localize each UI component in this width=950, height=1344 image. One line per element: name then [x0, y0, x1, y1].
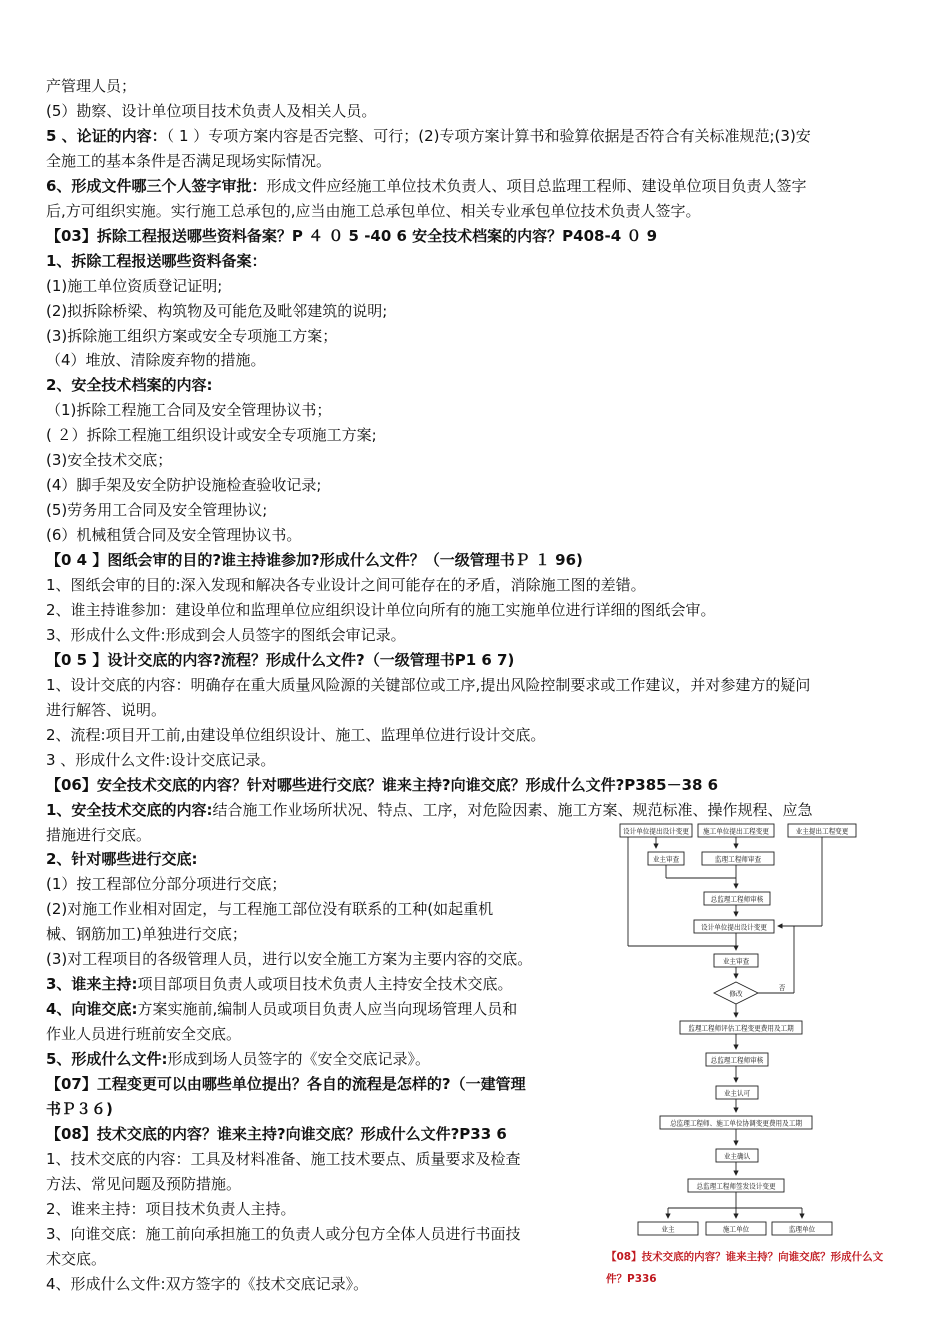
label-no: 否 — [778, 984, 786, 992]
text-line — [46, 201, 701, 221]
text-line-body: 3 、形成什么文件:设计交底记录。 — [46, 750, 276, 769]
text-line — [46, 825, 151, 845]
text-line-body: (2)拟拆除桥梁、构筑物及可能危及毗邻建筑的说明; — [46, 301, 388, 320]
text-line — [46, 425, 377, 445]
text-line — [46, 1024, 241, 1044]
label-top1: 设计单位提出设计变更 — [623, 827, 689, 836]
label-owner-approve: 业主认可 — [723, 1089, 751, 1098]
text-line — [46, 974, 512, 994]
flowchart-svg — [606, 818, 906, 1248]
text-line-body: 结合施工作业场所状况、特点、工序，对危险因素、施工方案、规范标准、操作规程、应急 — [212, 800, 813, 819]
text-line-body: (3)拆除施工组织方案或安全专项施工方案； — [46, 326, 338, 345]
text-line-body: 进行解答、说明。 — [46, 700, 167, 719]
text-line — [46, 775, 718, 795]
label-bottom3: 监理单位 — [788, 1225, 816, 1234]
text-line — [46, 575, 646, 595]
text-line-body: 3、向谁交底：施工前向承担施工的负责人或分包方全体人员进行书面技 — [46, 1224, 521, 1243]
text-line — [46, 350, 266, 370]
text-line-body: 形成文件应经施工单位技术负责人、项目总监理工程师、建设单位项目负责人签字 — [266, 176, 807, 195]
text-line-body: 术交底。 — [46, 1249, 107, 1268]
text-line — [46, 276, 222, 296]
text-line-body: ( ２）拆除工程施工组织设计或安全专项施工方案; — [46, 426, 377, 445]
label-chief-review-2: 总监理工程师审核 — [710, 1056, 764, 1065]
text-line — [46, 750, 275, 770]
text-line-body: (3)安全技术交底； — [46, 451, 173, 470]
text-line-bold: 【06】安全技术交底的内容？针对哪些进行交底？谁来主持?向谁交底？形成什么文件?P385－38 6 — [46, 775, 719, 794]
label-top2: 施工单位提出工程变更 — [703, 827, 769, 836]
text-line-body: 1、技术交底的内容：工具及材料准备、施工技术要点、质量要求及检查 — [46, 1149, 521, 1168]
text-line-body: (2)对施工作业相对固定，与工程施工部位没有联系的工种(如起重机 — [46, 900, 494, 919]
label-top3: 业主提出工程变更 — [795, 827, 849, 836]
text-line-body: 形成到场人员签字的《安全交底记录》。 — [167, 1050, 430, 1069]
text-line-bold: 3、谁来主持: — [46, 975, 138, 994]
text-line-body: 方案实施前,编制人员或项目负责人应当向现场管理人员和 — [137, 1000, 518, 1019]
text-line — [46, 949, 532, 969]
caption-line-2: 件？P336 — [606, 1273, 657, 1285]
text-line-bold: 4、向谁交底: — [46, 1000, 138, 1019]
text-line-bold: 5 、论证的内容： — [46, 126, 167, 145]
text-line-bold: 【03】拆除工程报送哪些资料备案？P ４ ０ 5 -40 6 安全技术档案的内容？P408-4 ０ 9 — [46, 226, 658, 245]
text-line — [46, 1149, 521, 1169]
text-line — [46, 450, 172, 470]
text-line-body: 方法、常见问题及预防措施。 — [46, 1174, 242, 1193]
text-line — [46, 625, 406, 645]
text-line — [46, 1174, 241, 1194]
text-line-bold: 5、形成什么文件: — [46, 1050, 168, 1069]
text-line-body: (5)劳务用工合同及安全管理协议; — [46, 501, 268, 520]
text-line — [46, 1099, 113, 1119]
text-line-body: 项目部项目负责人或项目技术负责人主持安全技术交底。 — [137, 975, 513, 994]
text-line — [46, 1224, 521, 1244]
label-design-change: 设计单位提出设计变更 — [701, 923, 767, 932]
text-line-body: (5）勘察、设计单位项目技术负责人及相关人员。 — [46, 101, 377, 120]
label-coordinate: 总监理工程师、施工单位协调变更费用及工期 — [670, 1119, 802, 1128]
text-line — [46, 800, 812, 820]
text-line — [46, 675, 810, 695]
text-line — [46, 924, 247, 944]
text-line-body: 后,方可组织实施。实行施工总承包的,应当由施工总承包单位、相关专业承包单位技术负责人签字。 — [46, 201, 701, 220]
text-line-bold: 2、针对哪些进行交底: — [46, 850, 198, 869]
caption-line-1: 【08】技术交底的内容？谁来主持？向谁交底？形成什么文 — [606, 1251, 884, 1263]
text-line-body: 2、谁来主持：项目技术负责人主持。 — [46, 1199, 296, 1218]
text-line-body: （1)拆除工程施工合同及安全管理协议书； — [46, 401, 332, 420]
text-line — [46, 301, 387, 321]
text-line-body: 1、设计交底的内容：明确存在重大质量风险源的关键部位或工序,提出风险控制要求或工作建议，并对参建方的疑问 — [46, 675, 811, 694]
text-line-bold: 【08】技术交底的内容？谁来主持?向谁交底？形成什么文件?P33 6 — [46, 1124, 507, 1143]
label-bottom1: 业主 — [661, 1225, 675, 1234]
text-line — [46, 151, 331, 171]
text-line — [46, 899, 493, 919]
label-owner-confirm: 业主确认 — [723, 1152, 751, 1161]
text-line-body: 全施工的基本条件是否满足现场实际情况。 — [46, 151, 332, 170]
label-modify: 修改 — [729, 990, 743, 998]
text-line-body: (4）脚手架及安全防护设施检查验收记录; — [46, 476, 322, 495]
text-line — [46, 126, 811, 146]
text-line — [46, 849, 197, 869]
text-line — [46, 874, 286, 894]
text-line — [46, 550, 583, 570]
text-line — [46, 400, 331, 420]
text-line-body: 3、形成什么文件:形成到会人员签字的图纸会审记录。 — [46, 625, 406, 644]
text-line-body: 措施进行交底。 — [46, 825, 152, 844]
text-line — [46, 1199, 296, 1219]
text-line — [46, 375, 212, 395]
text-line — [46, 1274, 368, 1294]
text-line — [46, 251, 266, 271]
text-line — [46, 475, 321, 495]
text-line — [46, 1249, 106, 1269]
label-chief-review-1: 总监理工程师审核 — [710, 895, 764, 904]
text-line-bold: 书Ｐ３６) — [46, 1099, 113, 1118]
text-line-body: 2、流程:项目开工前,由建设单位组织设计、施工、监理单位进行设计交底。 — [46, 725, 546, 744]
text-line-body: 作业人员进行班前安全交底。 — [46, 1025, 242, 1044]
label-owner-review: 业主审查 — [652, 855, 680, 864]
text-line-bold: 【0 5 】设计交底的内容?流程？形成什么文件?（一级管理书P1 6 7) — [46, 650, 515, 669]
label-supervisor-review: 监理工程师审查 — [714, 855, 762, 864]
text-line-body: 4、形成什么文件:双方签字的《技术交底记录》。 — [46, 1274, 369, 1293]
flowchart-caption — [606, 1246, 906, 1290]
text-line — [46, 725, 545, 745]
text-line — [46, 76, 136, 96]
text-line-bold: 1、安全技术交底的内容: — [46, 800, 213, 819]
text-line-body: (6）机械租赁合同及安全管理协议书。 — [46, 526, 302, 545]
text-line — [46, 500, 267, 520]
text-line-bold: 1、拆除工程报送哪些资料备案： — [46, 251, 267, 270]
text-line — [46, 1074, 526, 1094]
text-line — [46, 101, 376, 121]
text-line — [46, 176, 806, 196]
text-line — [46, 600, 716, 620]
text-line — [46, 700, 166, 720]
text-line — [46, 999, 517, 1019]
text-line — [46, 226, 657, 246]
text-line-bold: 6、形成文件哪三个人签字审批： — [46, 176, 267, 195]
text-line — [46, 650, 514, 670]
text-line-body: (1)施工单位资质登记证明; — [46, 276, 223, 295]
text-line-body: 产管理人员； — [46, 77, 137, 95]
text-line-body: (1）按工程部位分部分项进行交底； — [46, 875, 287, 894]
label-owner-check: 业主审查 — [722, 957, 750, 966]
text-line-bold: 【0 4 】图纸会审的目的?谁主持谁参加?形成什么文件？（一级管理书Ｐ １ 96) — [46, 551, 583, 570]
text-line-body: 1、图纸会审的目的:深入发现和解决各专业设计之间可能存在的矛盾，消除施工图的差错。 — [46, 576, 646, 594]
text-line — [46, 525, 301, 545]
text-line-bold: 2、安全技术档案的内容: — [46, 376, 213, 395]
text-line — [46, 1049, 430, 1069]
text-line-body: 械、钢筋加工)单独进行交底； — [46, 925, 247, 944]
label-evaluate: 监理工程师评估工程变更费用及工期 — [688, 1024, 794, 1033]
label-issue: 总监理工程师签发设计变更 — [696, 1182, 776, 1191]
text-line — [46, 1124, 507, 1144]
text-line — [46, 326, 337, 346]
text-line-body: 2、谁主持谁参加：建设单位和监理单位应组织设计单位向所有的施工实施单位进行详细的图纸会审。 — [46, 600, 716, 619]
text-line-body: （ 1 ）专项方案内容是否完整、可行；(2)专项方案计算书和验算依据是否符合有关标准规范;(3)安 — [166, 126, 811, 145]
engineering-change-flowchart — [606, 818, 906, 1248]
text-line-body: (3)对工程项目的各级管理人员，进行以安全施工方案为主要内容的交底。 — [46, 950, 533, 969]
text-line-body: （4）堆放、清除废弃物的措施。 — [46, 351, 266, 370]
text-line-bold: 【07】工程变更可以由哪些单位提出？各自的流程是怎样的?（一建管理 — [46, 1075, 526, 1093]
label-bottom2: 施工单位 — [722, 1225, 750, 1234]
